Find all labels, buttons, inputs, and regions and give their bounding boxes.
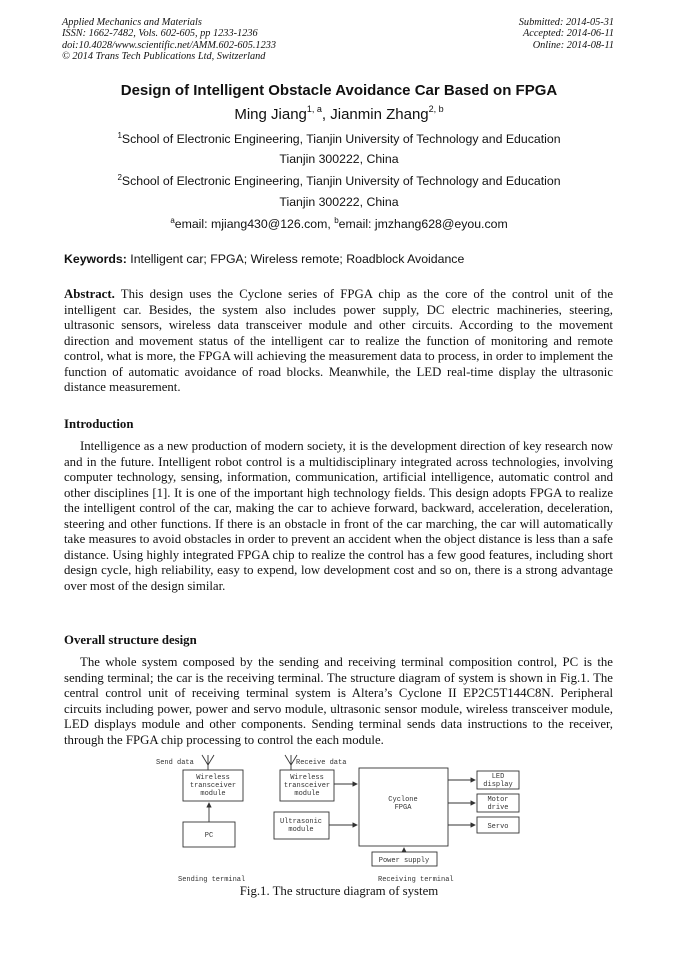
keywords-text: Intelligent car; FPGA; Wireless remote; Roadblock Avoidance (126, 252, 465, 266)
wireless-send-line1: Wireless (196, 774, 230, 782)
affiliation-1-text: School of Electronic Engineering, Tianjin University of Technology and Education (121, 132, 561, 146)
journal-header-right (519, 17, 614, 51)
paper-title: Design of Intelligent Obstacle Avoidance Car Based on FPGA (120, 82, 558, 99)
abstract-text: This design uses the Cyclone series of FPGA chip as the core of the control unit of the intelligent car. Besides, the system also includes power supply, DC electric machineries, steering, ultrasonic sensors, wireless data transceiver module and other circuits. According to the movement direction and movement status of the intelligent car to realize the function of monitoring and remote control, what is more, the FPGA will achieving the measurement data to process, in order to implement the function of automatic avoidance of road blocks. Meanwhile, the LED real-time display the ultrasonic distance measurement. (64, 287, 613, 394)
doi-line: doi:10.4028/www.scientific.net/AMM.602-605.1233 (62, 39, 277, 51)
affiliation-2-text: School of Electronic Engineering, Tianjin University of Technology and Education (121, 174, 561, 188)
author-separator: , (321, 106, 331, 123)
email-a: email: mjiang430@126.com, (174, 217, 335, 231)
motor-line2: drive (487, 804, 509, 812)
wireless-recv-line2: transceiver (283, 782, 331, 790)
abstract-label: Abstract. (64, 287, 115, 301)
issn-line: ISSN: 1662-7482, Vols. 602-605, pp 1233-1236 (62, 28, 258, 40)
ultrasonic-line1: Ultrasonic (279, 818, 323, 826)
motor-line1: Motor (487, 796, 509, 804)
email-b: email: jmzhang628@eyou.com (338, 217, 508, 231)
ultrasonic-line2: module (288, 826, 314, 834)
copyright-line: © 2014 Trans Tech Publications Ltd, Switzerland (62, 50, 266, 62)
affiliation-1-line2: Tianjin 300222, China (279, 152, 399, 166)
sending-terminal-label: Sending terminal (178, 876, 246, 884)
affiliation-1-line1 (0, 131, 678, 146)
fpga-line2: FPGA (394, 804, 412, 812)
affiliation-2-line1 (0, 173, 678, 188)
affiliation-2-line2: Tianjin 300222, China (279, 195, 399, 209)
receive-data-label: Receive data (296, 759, 347, 767)
introduction-text: Intelligence as a new production of modern society, it is the development direction of key research now and in the future. Intelligent robot control is a multidisciplinary integrated across technologies, involving computer technology, sensing, information, communication, artificial intelligence, automatic control and other disciplines [1]. It is one of the important high technology fields. This design adopts FPGA to realize the intelligent control of the car, making the car to achieve forward, backward, acceleration, deceleration, steering and other functions. If there is an obstacle in front of the car marching, the car will automatically take measures to avoid obstacles in order to prevent an accident when the object distance is less than a safe distance. Using highly integrated FPGA chip to realize the control has a few good features, including short design cycle, high reliability, easy to expend, low development cost and so on, there is a strong advantage over most of the design similar. (64, 439, 613, 593)
accepted-date: Accepted: 2014-06-11 (522, 28, 614, 40)
wireless-send-line2: transceiver (189, 782, 237, 790)
receiving-terminal-label: Receiving terminal (378, 876, 454, 884)
fpga-line1: Cyclone (388, 796, 418, 804)
affiliation-1-sup: 1 (117, 131, 122, 140)
email-a-sup: a (170, 216, 175, 225)
abstract (64, 287, 613, 396)
author-1-name: Ming Jiang (234, 106, 307, 123)
figure-caption: Fig.1. The structure diagram of system (239, 884, 439, 898)
sending-antenna-icon (202, 755, 214, 770)
introduction-heading: Introduction (64, 417, 134, 431)
servo-label: Servo (487, 823, 509, 831)
overall-text: The whole system composed by the sending and receiving terminal composition control, PC is the sending terminal; the car is the receiving terminal. The structure diagram of system is shown in Fig.1. The central control unit of receiving terminal system is Altera’s Cyclone II EP2C5T144C8N. Peripheral circuits including power, power and servo module, ultrasonic sensor module, wireless transceiver module, LED displays module and other components. Sending terminal sends data instructions to the receiver, through the FPGA chip processing to control the each module. (64, 655, 613, 747)
journal-header-left (62, 17, 276, 62)
journal-name: Applied Mechanics and Materials (62, 17, 202, 28)
submitted-date: Submitted: 2014-05-31 (518, 17, 614, 28)
keywords (64, 252, 464, 266)
email-line (0, 216, 678, 231)
led-line2: display (483, 781, 513, 789)
wireless-send-line3: module (200, 790, 226, 798)
wireless-recv-line3: module (294, 790, 320, 798)
author-1-sup: 1, a (306, 104, 322, 114)
keywords-label: Keywords: (64, 252, 127, 266)
pc-label: PC (204, 832, 214, 840)
email-b-sup: b (334, 216, 339, 225)
author-2-name: Jianmin Zhang (330, 106, 429, 123)
online-date: Online: 2014-08-11 (532, 39, 614, 51)
wireless-recv-line1: Wireless (290, 774, 324, 782)
led-line1: LED (491, 773, 505, 781)
author-2-sup: 2, b (428, 104, 444, 114)
affiliation-2-sup: 2 (117, 173, 122, 182)
send-data-label: Send data (156, 759, 194, 767)
structure-diagram (150, 754, 530, 886)
overall-heading: Overall structure design (64, 633, 197, 647)
power-supply-label: Power supply (378, 857, 430, 865)
author-line (0, 104, 678, 123)
